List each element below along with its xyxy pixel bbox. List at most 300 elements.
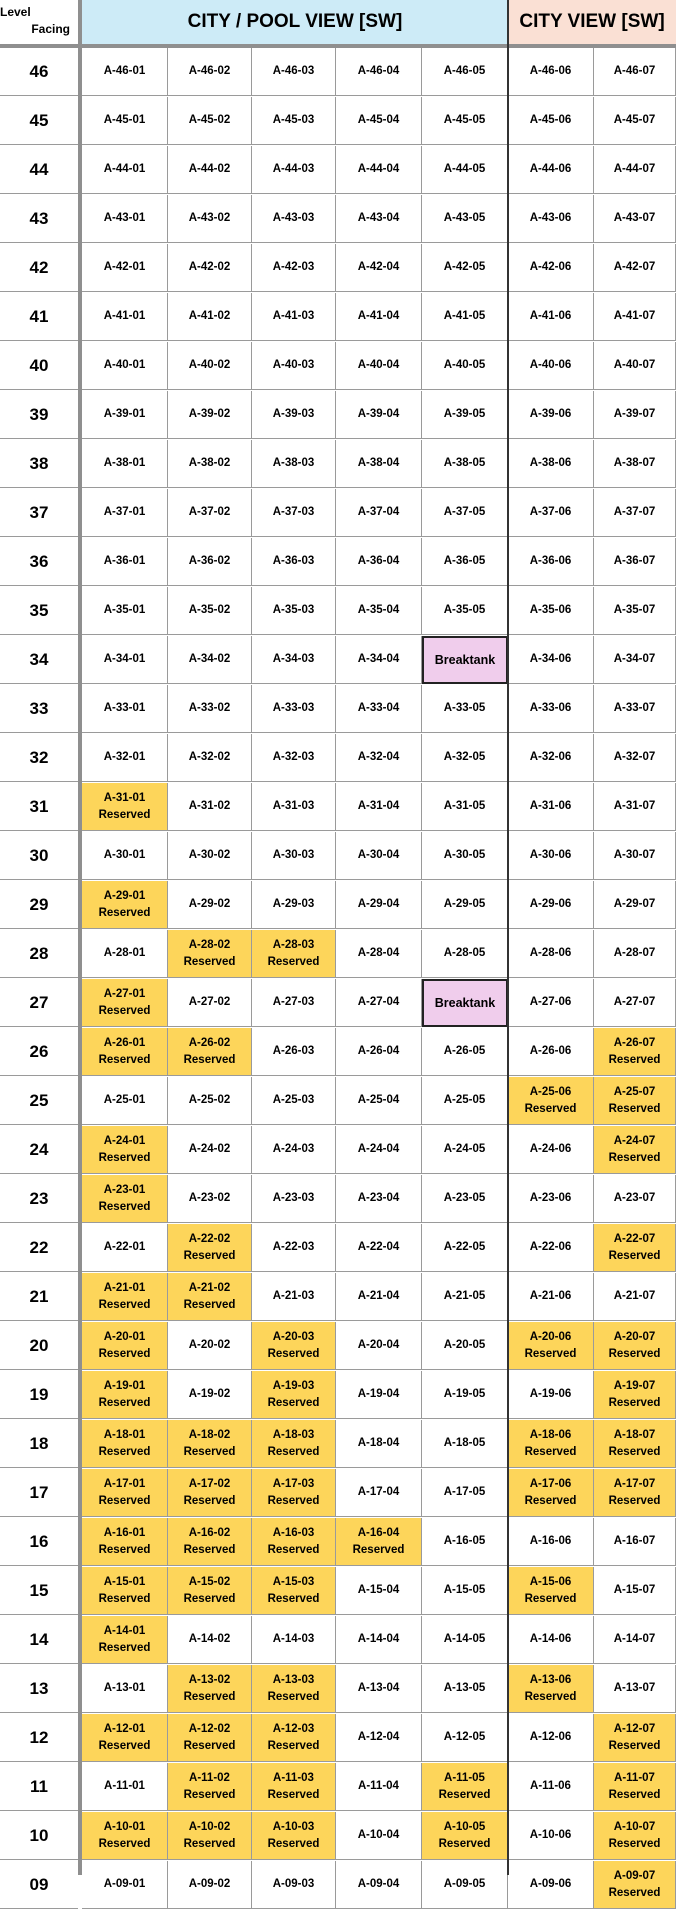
unit-cell[interactable] [594,685,676,733]
unit-cell[interactable] [168,97,252,145]
unit-cell[interactable] [508,1812,594,1860]
unit-cell-reserved[interactable] [508,1469,594,1517]
unit-cell[interactable] [594,1616,676,1664]
unit-cell[interactable] [422,1420,508,1468]
unit-cell[interactable] [508,1714,594,1762]
unit-cell-reserved[interactable] [594,1224,676,1272]
unit-cell-reserved[interactable] [594,1126,676,1174]
unit-cell[interactable] [336,1420,422,1468]
unit-cell[interactable] [422,244,508,292]
unit-cell[interactable] [336,48,422,96]
level-number: 13 [0,1665,78,1713]
unit-cell[interactable] [422,1028,508,1076]
unit-cell[interactable] [594,1273,676,1321]
unit-cell[interactable] [252,685,336,733]
unit-code: A-45-06 [529,114,572,126]
unit-cell-reserved[interactable] [252,1518,336,1566]
unit-cell[interactable] [508,391,594,439]
unit-cell[interactable] [82,146,168,194]
unit-cell[interactable] [508,1175,594,1223]
unit-cell[interactable] [252,587,336,635]
unit-cell[interactable] [594,342,676,390]
unit-cell-reserved[interactable] [82,1028,168,1076]
unit-cell[interactable] [336,1469,422,1517]
unit-cell[interactable] [422,440,508,488]
unit-cell[interactable] [336,1028,422,1076]
unit-cell[interactable] [422,734,508,782]
unit-cell[interactable] [594,391,676,439]
unit-cell[interactable] [422,1224,508,1272]
unit-cell-reserved[interactable] [508,1077,594,1125]
unit-cell-reserved[interactable] [252,1322,336,1370]
unit-cell[interactable] [508,685,594,733]
unit-cell[interactable] [422,832,508,880]
unit-cell[interactable] [168,881,252,929]
unit-cell[interactable] [82,636,168,684]
unit-cell[interactable] [336,1273,422,1321]
unit-cell-reserved[interactable] [82,1322,168,1370]
unit-cell[interactable] [422,391,508,439]
unit-cell-reserved[interactable] [252,1812,336,1860]
unit-cell[interactable] [508,1028,594,1076]
unit-cell[interactable] [422,587,508,635]
unit-cell-reserved[interactable] [594,1028,676,1076]
unit-cell[interactable] [508,195,594,243]
unit-cell-reserved[interactable] [82,1616,168,1664]
unit-cell[interactable] [508,1616,594,1664]
unit-cell-reserved[interactable] [82,1175,168,1223]
unit-cell[interactable] [508,342,594,390]
unit-cell-reserved[interactable] [168,1028,252,1076]
unit-cell[interactable] [508,881,594,929]
unit-cell[interactable] [252,195,336,243]
unit-cell[interactable] [252,440,336,488]
unit-cell-reserved[interactable] [82,1126,168,1174]
unit-cell-reserved[interactable] [594,1714,676,1762]
unit-cell[interactable] [422,342,508,390]
unit-cell[interactable] [168,489,252,537]
unit-cell[interactable] [594,1567,676,1615]
unit-cell[interactable] [336,1763,422,1811]
unit-cell[interactable] [508,489,594,537]
unit-cell-reserved[interactable] [82,1567,168,1615]
unit-cell[interactable] [508,1224,594,1272]
unit-cell[interactable] [252,1616,336,1664]
unit-cell[interactable] [336,538,422,586]
unit-cell[interactable] [82,538,168,586]
unit-cell[interactable] [252,979,336,1027]
unit-cell-reserved[interactable] [168,1518,252,1566]
unit-cell[interactable] [168,538,252,586]
unit-cell[interactable] [422,1175,508,1223]
unit-cell-reserved[interactable] [594,1763,676,1811]
unit-cell[interactable] [422,1126,508,1174]
unit-cell[interactable] [594,1665,676,1713]
unit-cell[interactable] [252,489,336,537]
unit-code: A-11-05 [444,1771,485,1784]
unit-cell[interactable] [336,979,422,1027]
unit-cell-reserved[interactable] [168,1420,252,1468]
unit-cell[interactable] [168,1126,252,1174]
unit-cell[interactable] [594,538,676,586]
unit-cell-reserved[interactable] [422,1812,508,1860]
unit-cell[interactable] [336,783,422,831]
unit-cell[interactable] [508,832,594,880]
unit-cell[interactable] [336,1616,422,1664]
unit-cell[interactable] [336,734,422,782]
unit-cell[interactable] [422,783,508,831]
unit-cell-reserved[interactable] [508,1420,594,1468]
unit-cell[interactable] [168,440,252,488]
unit-cell-reserved[interactable] [168,1665,252,1713]
unit-cell[interactable] [336,1567,422,1615]
unit-cell[interactable] [252,1028,336,1076]
unit-cell-reserved[interactable] [252,1763,336,1811]
unit-cell[interactable] [252,881,336,929]
unit-cell[interactable] [508,244,594,292]
reserved-label: Reserved [267,1592,320,1605]
unit-cell[interactable] [336,244,422,292]
unit-cell-reserved[interactable] [336,1518,422,1566]
unit-cell[interactable] [82,1224,168,1272]
unit-code: A-12-03 [272,1722,315,1735]
unit-cell[interactable] [422,1077,508,1125]
unit-cell-reserved[interactable] [422,1763,508,1811]
unit-cell[interactable] [336,1812,422,1860]
unit-cell[interactable] [508,783,594,831]
unit-cell[interactable] [336,195,422,243]
unit-cell[interactable] [336,1077,422,1125]
unit-cell[interactable] [508,97,594,145]
unit-cell[interactable] [594,979,676,1027]
unit-cell[interactable] [252,636,336,684]
unit-cell[interactable] [422,146,508,194]
unit-cell-reserved[interactable] [594,1420,676,1468]
unit-cell[interactable] [508,1371,594,1419]
unit-cell[interactable] [168,342,252,390]
unit-cell[interactable] [168,293,252,341]
unit-cell[interactable] [508,979,594,1027]
unit-cell[interactable] [168,244,252,292]
unit-cell[interactable] [508,538,594,586]
unit-cell[interactable] [336,1322,422,1370]
unit-cell-reserved[interactable] [168,1812,252,1860]
unit-cell[interactable] [168,685,252,733]
unit-code: A-44-07 [613,163,656,175]
unit-cell[interactable] [252,538,336,586]
unit-cell[interactable] [168,734,252,782]
unit-cell[interactable] [252,97,336,145]
unit-cell[interactable] [508,930,594,978]
unit-cell-reserved[interactable] [252,1665,336,1713]
unit-cell[interactable] [508,1518,594,1566]
unit-cell[interactable] [422,195,508,243]
unit-cell[interactable] [252,783,336,831]
unit-cell[interactable] [168,1175,252,1223]
unit-cell-reserved[interactable] [252,1420,336,1468]
unit-cell[interactable] [336,293,422,341]
unit-cell[interactable] [508,734,594,782]
unit-cell[interactable] [508,293,594,341]
unit-code: A-15-02 [188,1575,231,1588]
unit-cell[interactable] [336,1714,422,1762]
unit-cell[interactable] [422,1322,508,1370]
unit-cell-reserved[interactable] [82,783,168,831]
unit-cell[interactable] [252,48,336,96]
unit-cell[interactable] [336,391,422,439]
unit-cell[interactable] [336,146,422,194]
unit-cell[interactable] [422,293,508,341]
unit-cell[interactable] [252,1126,336,1174]
table-row [0,1420,676,1469]
unit-code: A-27-06 [529,996,572,1008]
unit-cell[interactable] [82,930,168,978]
unit-cell[interactable] [422,881,508,929]
unit-cell[interactable] [594,48,676,96]
unit-cell[interactable] [252,391,336,439]
breaktank-cell[interactable] [422,636,508,684]
unit-cell[interactable] [82,734,168,782]
unit-cell[interactable] [422,1567,508,1615]
unit-cell[interactable] [168,1077,252,1125]
unit-cell[interactable] [168,1861,252,1909]
unit-cell[interactable] [336,1175,422,1223]
unit-code: A-16-04 [357,1526,400,1539]
unit-cell[interactable] [82,1763,168,1811]
unit-cell[interactable] [336,832,422,880]
unit-cell[interactable] [168,195,252,243]
unit-code: A-24-05 [443,1143,486,1155]
unit-cell[interactable] [82,342,168,390]
unit-code: A-34-07 [613,653,656,665]
unit-cell[interactable] [422,1665,508,1713]
unit-code: A-26-04 [357,1045,400,1057]
unit-cell[interactable] [508,48,594,96]
unit-cell[interactable] [168,1616,252,1664]
unit-cell[interactable] [508,1126,594,1174]
unit-code: A-38-04 [357,457,400,469]
unit-cell[interactable] [594,195,676,243]
unit-cell-reserved[interactable] [168,1567,252,1615]
unit-cell-reserved[interactable] [168,930,252,978]
unit-cell[interactable] [82,391,168,439]
unit-cell-reserved[interactable] [594,1322,676,1370]
unit-cell[interactable] [594,1175,676,1223]
unit-cell-reserved[interactable] [82,979,168,1027]
unit-cell[interactable] [336,587,422,635]
unit-cell[interactable] [508,440,594,488]
unit-cell-reserved[interactable] [82,1518,168,1566]
unit-cell[interactable] [82,293,168,341]
unit-code: A-15-06 [529,1575,572,1588]
unit-cell[interactable] [594,244,676,292]
unit-cell[interactable] [168,146,252,194]
unit-cell[interactable] [252,342,336,390]
unit-cell-reserved[interactable] [168,1273,252,1321]
unit-cell[interactable] [82,1861,168,1909]
unit-cell[interactable] [594,293,676,341]
unit-cell[interactable] [168,979,252,1027]
reserved-label: Reserved [438,1837,491,1850]
unit-cell[interactable] [168,587,252,635]
unit-cell-reserved[interactable] [252,1714,336,1762]
unit-cell[interactable] [252,1273,336,1321]
unit-cell[interactable] [82,244,168,292]
unit-cell-reserved[interactable] [82,1273,168,1321]
unit-code: A-43-06 [529,212,572,224]
unit-cell[interactable] [594,587,676,635]
unit-cell[interactable] [82,1665,168,1713]
unit-code: A-40-07 [613,359,656,371]
unit-cell-reserved[interactable] [168,1714,252,1762]
unit-cell[interactable] [508,146,594,194]
unit-cell[interactable] [168,1371,252,1419]
unit-cell[interactable] [336,1371,422,1419]
unit-cell[interactable] [336,342,422,390]
unit-cell-reserved[interactable] [82,1371,168,1419]
unit-cell[interactable] [168,391,252,439]
unit-cell-reserved[interactable] [594,1077,676,1125]
unit-cell[interactable] [168,636,252,684]
unit-cell[interactable] [336,881,422,929]
unit-cell[interactable] [336,1861,422,1909]
unit-cell-reserved[interactable] [508,1665,594,1713]
unit-cell[interactable] [336,1126,422,1174]
unit-cell[interactable] [168,48,252,96]
unit-cell[interactable] [252,734,336,782]
unit-code: A-33-01 [103,702,146,714]
unit-code: A-33-02 [188,702,231,714]
unit-cell[interactable] [82,48,168,96]
unit-cell[interactable] [252,146,336,194]
unit-cell[interactable] [422,97,508,145]
unit-code: A-35-07 [613,604,656,616]
unit-cell[interactable] [422,48,508,96]
unit-code: A-32-04 [357,751,400,763]
unit-cell[interactable] [422,1273,508,1321]
unit-cell-reserved[interactable] [168,1224,252,1272]
unit-cell[interactable] [252,1224,336,1272]
unit-cell[interactable] [82,587,168,635]
unit-code: A-29-01 [103,889,146,902]
unit-cell[interactable] [422,1861,508,1909]
unit-cell[interactable] [594,930,676,978]
unit-cell-reserved[interactable] [82,1420,168,1468]
level-number: 39 [0,391,78,439]
unit-cell[interactable] [82,195,168,243]
unit-cell-reserved[interactable] [252,1567,336,1615]
unit-code: A-36-01 [103,555,146,567]
level-number: 46 [0,48,78,96]
unit-cell[interactable] [252,1077,336,1125]
unit-cell[interactable] [422,930,508,978]
unit-cell-reserved[interactable] [252,1371,336,1419]
unit-cell[interactable] [336,685,422,733]
reserved-label: Reserved [98,1298,151,1311]
breaktank-cell[interactable] [422,979,508,1027]
unit-cell[interactable] [594,881,676,929]
unit-cell[interactable] [422,1714,508,1762]
unit-cell-reserved[interactable] [594,1371,676,1419]
unit-cell[interactable] [508,1861,594,1909]
unit-cell[interactable] [508,636,594,684]
unit-code: A-36-02 [188,555,231,567]
unit-cell[interactable] [336,1665,422,1713]
unit-cell[interactable] [336,97,422,145]
unit-cell-reserved[interactable] [82,1469,168,1517]
unit-cell[interactable] [594,636,676,684]
unit-cell-reserved[interactable] [508,1322,594,1370]
unit-cell[interactable] [252,1175,336,1223]
unit-cell[interactable] [594,97,676,145]
table-row [0,783,676,832]
unit-cell[interactable] [168,783,252,831]
unit-code: A-44-05 [443,163,486,175]
unit-cell[interactable] [168,832,252,880]
table-row [0,48,676,97]
unit-cell[interactable] [422,1616,508,1664]
unit-cell-reserved[interactable] [82,881,168,929]
unit-cell[interactable] [594,440,676,488]
unit-cell[interactable] [422,685,508,733]
unit-cell[interactable] [82,440,168,488]
unit-cell[interactable] [422,489,508,537]
unit-cell-reserved[interactable] [252,1469,336,1517]
unit-cell-reserved[interactable] [82,1812,168,1860]
unit-cell[interactable] [594,832,676,880]
unit-cell[interactable] [82,832,168,880]
unit-cell[interactable] [336,440,422,488]
unit-cell-reserved[interactable] [82,1714,168,1762]
unit-cell[interactable] [252,244,336,292]
unit-cell-reserved[interactable] [252,930,336,978]
unit-cell[interactable] [422,1371,508,1419]
unit-cell[interactable] [336,636,422,684]
reserved-label: Reserved [183,1592,236,1605]
unit-cell[interactable] [594,1518,676,1566]
unit-code: A-44-06 [529,163,572,175]
unit-cell[interactable] [82,1077,168,1125]
unit-cell[interactable] [82,97,168,145]
unit-cell-reserved[interactable] [508,1567,594,1615]
unit-cell[interactable] [252,1861,336,1909]
unit-cell[interactable] [336,1224,422,1272]
unit-cell[interactable] [336,489,422,537]
unit-cell[interactable] [508,1273,594,1321]
unit-cell[interactable] [82,685,168,733]
unit-cell[interactable] [422,538,508,586]
unit-cell[interactable] [168,1322,252,1370]
unit-cell-reserved[interactable] [594,1861,676,1909]
unit-cell-reserved[interactable] [168,1469,252,1517]
unit-cell[interactable] [422,1469,508,1517]
unit-cell[interactable] [594,734,676,782]
unit-cell-reserved[interactable] [594,1812,676,1860]
unit-cell[interactable] [594,146,676,194]
unit-cell[interactable] [594,783,676,831]
unit-cell[interactable] [82,489,168,537]
unit-cell[interactable] [594,489,676,537]
unit-cell-reserved[interactable] [168,1763,252,1811]
unit-cell[interactable] [252,832,336,880]
unit-cell[interactable] [422,1518,508,1566]
unit-cell-reserved[interactable] [594,1469,676,1517]
unit-cell[interactable] [508,587,594,635]
unit-cell[interactable] [252,293,336,341]
unit-code: A-09-01 [103,1878,146,1890]
unit-cell[interactable] [508,1763,594,1811]
unit-cell[interactable] [336,930,422,978]
